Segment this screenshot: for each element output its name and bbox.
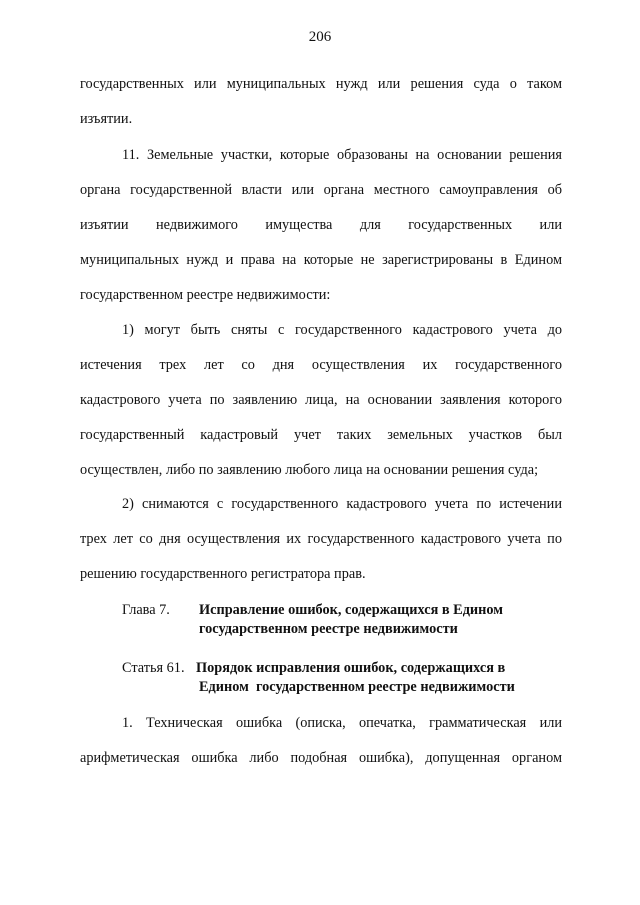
paragraph-first-line: 2) снимаются с государственного кадастрового учета по истечении [122,496,562,512]
article-title-line1: Порядок исправления ошибок, содержащихся в [196,660,506,676]
paragraph-first-line: 11. Земельные участки, которые образованы на основании решения [122,147,562,163]
text-line: арифметическая ошибка либо подобная ошибка), допущенная органом [80,750,562,766]
text-line: кадастрового учета по заявлению лица, на основании заявления которого [80,392,562,408]
article-label: Статья 61. [122,660,185,676]
paragraph-first-line: 1. Техническая ошибка (описка, опечатка, грамматическая или [122,715,562,731]
text-line: муниципальных нужд и права на которые не зарегистрированы в Едином [80,252,562,268]
page-number: 206 [308,29,332,45]
text-line: государственных или муниципальных нужд или решения суда о таком [80,76,562,92]
text-line: органа государственной власти или органа местного самоуправления об [80,182,562,198]
chapter-title-line1: Исправление ошибок, содержащихся в Едином [199,602,504,618]
text-line: государственный кадастровый учет таких земельных участков был [80,427,562,443]
text-line: истечения трех лет со дня осуществления их государственного [80,357,562,373]
article-title-line2: Едином государственном реестре недвижимости [199,679,515,695]
chapter-label: Глава 7. [122,602,170,618]
paragraph-first-line: 1) могут быть сняты с государственного кадастрового учета до [122,322,562,338]
text-line: государственном реестре недвижимости: [80,287,331,303]
text-line: осуществлен, либо по заявлению любого лица на основании решения суда; [80,462,539,478]
text-line: изъятии недвижимого имущества для государственных или [80,217,562,233]
chapter-title-line2: государственном реестре недвижимости [199,621,458,637]
text-line: решению государственного регистратора прав. [80,566,366,582]
text-line: изъятии. [80,111,133,127]
text-line: трех лет со дня осуществления их государственного кадастрового учета по [80,531,562,547]
